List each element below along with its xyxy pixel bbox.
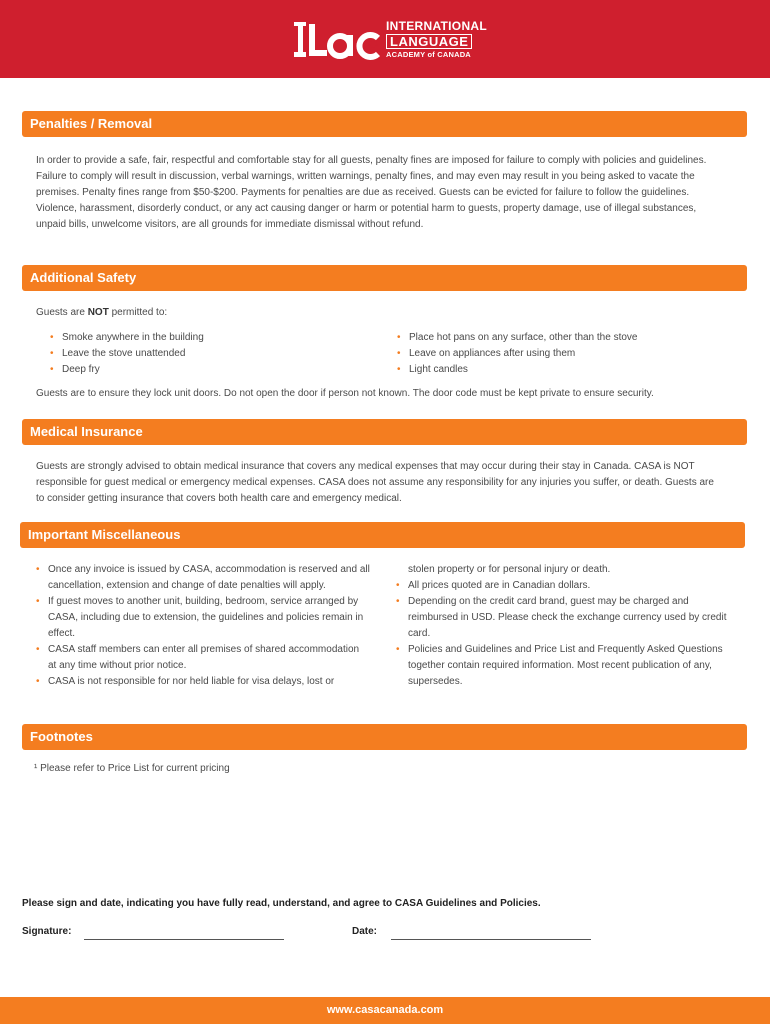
logo-line-international: INTERNATIONAL: [386, 18, 488, 33]
section-header-medical: Medical Insurance: [22, 419, 747, 445]
footnote-item: ¹ Please refer to Price List for current pricing: [34, 763, 230, 774]
logo-line-language: LANGUAGE: [386, 34, 472, 49]
signature-intro: Please sign and date, indicating you have fully read, understand, and agree to CASA Guidelines and Policies.: [22, 898, 541, 909]
safety-intro-bold: NOT: [87, 307, 109, 318]
section-header-misc: Important Miscellaneous: [20, 522, 745, 548]
footer-url-link[interactable]: www.casacanada.com: [326, 1004, 444, 1016]
list-item: • Deep fry: [48, 362, 368, 378]
list-item: • All prices quoted are in Canadian dollars.: [394, 578, 728, 594]
footer-bar: [0, 997, 770, 1024]
section-header-safety: Additional Safety: [22, 265, 747, 291]
safety-intro-before: Guests are: [36, 307, 88, 318]
medical-body: Guests are strongly advised to obtain medical insurance that covers any medical expenses that may occur during their stay in Canada. CASA is NOT responsible for guest medical or emergency medical expenses. CASA does not assume any responsibility for any injuries you suffer, or death. Guests are to consider getting insurance that covers both health care and emergency medical.: [36, 461, 714, 504]
list-item: • Leave the stove unattended: [48, 346, 368, 362]
signature-label: Signature:: [22, 926, 72, 937]
safety-intro: [36, 305, 716, 321]
date-label: Date:: [352, 926, 378, 937]
misc-right-continuation: stolen property or for personal injury or death.: [408, 564, 611, 575]
logo-wordmark: [386, 20, 487, 59]
list-item: • Once any invoice is issued by CASA, accommodation is reserved and all cancellation, extension and change of date penalties will apply.: [34, 562, 370, 594]
safety-note: Guests are to ensure they lock unit doors. Do not open the door if person not known. The door code must be kept private to ensure security.: [36, 388, 654, 399]
list-item: • Smoke anywhere in the building: [48, 330, 368, 346]
ilac-logo-mark-icon: [292, 16, 382, 62]
list-item: • If guest moves to another unit, building, bedroom, service arranged by CASA, including due to extension, the guidelines and policies remain in effect.: [34, 594, 370, 642]
signature-line[interactable]: [84, 939, 284, 940]
ilac-logo: [292, 14, 487, 64]
list-item: • CASA staff members can enter all premises of shared accommodation at any time without prior notice.: [34, 642, 370, 674]
list-item: • Policies and Guidelines and Price List and Frequently Asked Questions together contain required information. Most recent publication of any, supersedes.: [394, 642, 728, 690]
header-bar: [0, 0, 770, 78]
list-item: • CASA is not responsible for nor held liable for visa delays, lost or: [34, 674, 370, 690]
safety-list-left: [48, 330, 368, 378]
safety-intro-after: permitted to:: [108, 307, 168, 318]
misc-list-left: [34, 562, 370, 690]
penalties-body: In order to provide a safe, fair, respectful and comfortable stay for all guests, penalty fines are imposed for failure to comply with policies and guidelines. Failure to comply will result in discussion, verbal warnings, written warnings, penalty fines, and may even may result in you being asked to vacate the premises. Penalty fines range from $50-$200. Payments for penalties are due as received. Guests can be evicted for failure to follow the guidelines. Violence, harassment, disorderly conduct, or any act causing danger or harm or potential harm to guests, property damage, use of illegal substances, unpaid bills, unwelcome visitors, are all grounds for immediate dismissal without refund.: [36, 155, 707, 230]
safety-list-right: [395, 330, 735, 378]
list-item: • Leave on appliances after using them: [395, 346, 735, 362]
date-line[interactable]: [391, 939, 591, 940]
section-header-footnotes: Footnotes: [22, 724, 747, 750]
misc-list-right: [394, 578, 728, 690]
section-header-penalties: Penalties / Removal: [22, 111, 747, 137]
list-item: • Depending on the credit card brand, guest may be charged and reimbursed in USD. Please check the exchange currency used by credit card.: [394, 594, 728, 642]
logo-line-academy: ACADEMY of CANADA: [386, 49, 471, 59]
list-item: • Light candles: [395, 362, 735, 378]
list-item: • Place hot pans on any surface, other than the stove: [395, 330, 735, 346]
